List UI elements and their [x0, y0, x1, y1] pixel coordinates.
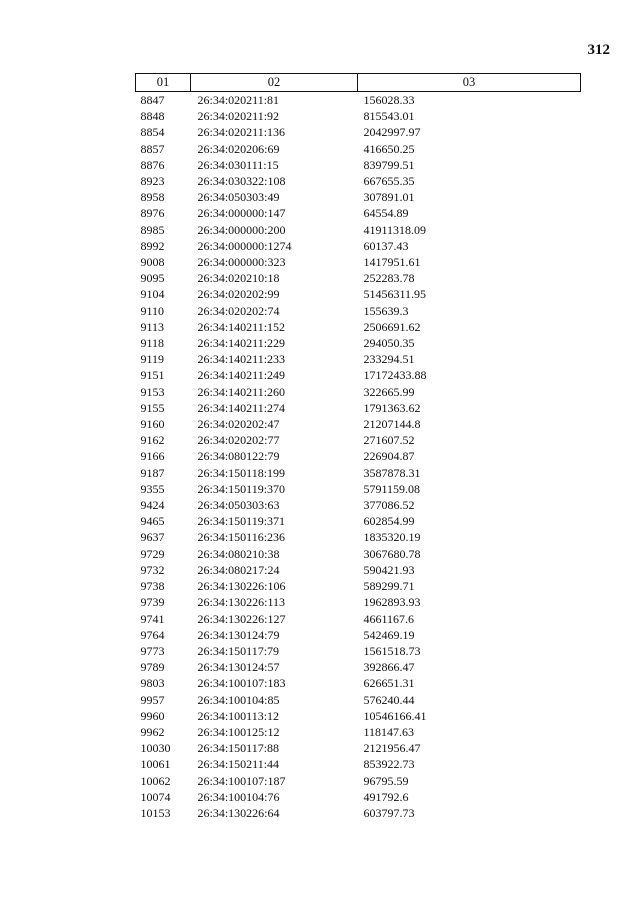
cadastral-number-cell: 26:34:140211:152	[197, 319, 286, 334]
cadastral-number-cell: 26:34:100125:12	[197, 724, 280, 739]
value-cell: 589299.71	[363, 579, 415, 594]
value-cell: 3587878.31	[363, 465, 421, 480]
table-row	[136, 108, 581, 124]
cadastral-number-cell: 26:34:020210:18	[197, 271, 280, 286]
table-row	[136, 157, 581, 173]
table-row	[136, 481, 581, 497]
cadastral-number-cell: 26:34:020202:77	[197, 433, 280, 448]
row-id-cell: 9729	[140, 546, 165, 561]
table-row	[136, 286, 581, 302]
cadastral-number-cell: 26:34:020211:92	[197, 109, 280, 124]
value-cell: 815543.01	[363, 109, 415, 124]
cadastral-number-cell: 26:34:030111:15	[197, 157, 279, 172]
cadastral-number-cell: 26:34:150118:199	[197, 465, 286, 480]
row-id-cell: 9803	[140, 676, 165, 691]
row-id-cell: 9095	[140, 271, 165, 286]
row-id-cell: 10153	[140, 805, 171, 820]
row-id-cell: 9764	[140, 627, 165, 642]
cadastral-number-cell: 26:34:020206:69	[197, 141, 280, 156]
cadastral-number-cell: 26:34:020202:47	[197, 417, 280, 432]
cadastral-number-cell: 26:34:000000:147	[197, 206, 286, 221]
table-row	[136, 578, 581, 594]
cadastral-number-cell: 26:34:100107:183	[197, 676, 286, 691]
cadastral-number-cell: 26:34:150117:88	[197, 741, 280, 756]
table-row	[136, 303, 581, 319]
row-id-cell: 9008	[140, 255, 165, 270]
value-cell: 491792.6	[363, 789, 409, 804]
value-cell: 542469.19	[363, 627, 415, 642]
table-row	[136, 789, 581, 805]
row-id-cell: 9738	[140, 579, 165, 594]
row-id-cell: 9153	[140, 384, 165, 399]
row-id-cell: 9789	[140, 660, 165, 675]
table-row	[136, 611, 581, 627]
value-cell: 294050.35	[363, 336, 415, 351]
value-cell: 3067680.78	[363, 546, 421, 561]
value-cell: 252283.78	[363, 271, 415, 286]
table-row	[136, 465, 581, 481]
cadastral-number-cell: 26:34:080122:79	[197, 449, 280, 464]
cadastral-number-cell: 26:34:100104:85	[197, 692, 280, 707]
cadastral-number-cell: 26:34:130226:106	[197, 579, 286, 594]
row-id-cell: 8857	[140, 141, 165, 156]
row-id-cell: 8923	[140, 174, 165, 189]
cadastral-number-cell: 26:34:030322:108	[197, 174, 286, 189]
row-id-cell: 9162	[140, 433, 165, 448]
row-id-cell: 9957	[140, 692, 165, 707]
table-row	[136, 141, 581, 157]
value-cell: 377086.52	[363, 498, 415, 513]
page-number: 312	[587, 42, 610, 58]
table-row	[136, 643, 581, 659]
cadastral-number-cell: 26:34:020211:81	[197, 93, 280, 107]
row-id-cell: 9465	[140, 514, 165, 529]
value-cell: 839799.51	[363, 157, 415, 172]
table-row	[136, 562, 581, 578]
value-cell: 156028.33	[363, 93, 415, 107]
row-id-cell: 8985	[140, 222, 165, 237]
cadastral-number-cell: 26:34:080210:38	[197, 546, 280, 561]
table-row	[136, 675, 581, 691]
row-id-cell: 9960	[140, 708, 165, 723]
row-id-cell: 9739	[140, 595, 165, 610]
table-row	[136, 546, 581, 562]
value-cell: 1561518.73	[363, 643, 421, 658]
cadastral-number-cell: 26:34:050303:49	[197, 190, 280, 205]
row-id-cell: 8976	[140, 206, 165, 221]
value-cell: 17172433.88	[363, 368, 427, 383]
table-row	[136, 92, 581, 109]
cadastral-number-cell: 26:34:130124:79	[197, 627, 280, 642]
value-cell: 51456311.95	[363, 287, 427, 302]
table-row	[136, 513, 581, 529]
value-cell: 233294.51	[363, 352, 415, 367]
table-row	[136, 692, 581, 708]
cadastral-number-cell: 26:34:080217:24	[197, 562, 280, 577]
value-cell: 576240.44	[363, 692, 415, 707]
row-id-cell: 10062	[140, 773, 171, 788]
cadastral-number-cell: 26:34:150211:44	[197, 757, 280, 772]
value-cell: 1791363.62	[363, 400, 421, 415]
column-header-03: 03	[358, 74, 581, 92]
value-cell: 1962893.93	[363, 595, 421, 610]
table-row	[136, 319, 581, 335]
row-id-cell: 9155	[140, 400, 165, 415]
data-table-container	[135, 73, 580, 821]
table-row	[136, 432, 581, 448]
row-id-cell: 9773	[140, 643, 165, 658]
table-row	[136, 659, 581, 675]
value-cell: 2121956.47	[363, 741, 421, 756]
row-id-cell: 9187	[140, 465, 165, 480]
value-cell: 2042997.97	[363, 125, 421, 140]
cadastral-number-cell: 26:34:000000:1274	[197, 238, 292, 253]
row-id-cell: 9160	[140, 417, 165, 432]
table-row	[136, 594, 581, 610]
cadastral-number-cell: 26:34:150119:370	[197, 481, 286, 496]
table-row	[136, 238, 581, 254]
row-id-cell: 10061	[140, 757, 171, 772]
table-row	[136, 740, 581, 756]
cadastral-number-cell: 26:34:140211:249	[197, 368, 286, 383]
row-id-cell: 9119	[140, 352, 165, 367]
table-row	[136, 416, 581, 432]
value-cell: 41911318.09	[363, 222, 427, 237]
row-id-cell: 9424	[140, 498, 165, 513]
value-cell: 64554.89	[363, 206, 409, 221]
row-id-cell: 8854	[140, 125, 165, 140]
value-cell: 155639.3	[363, 303, 409, 318]
table-row	[136, 222, 581, 238]
cadastral-number-cell: 26:34:000000:323	[197, 255, 286, 270]
cadastral-number-cell: 26:34:020211:136	[197, 125, 286, 140]
table-row	[136, 805, 581, 821]
data-table	[135, 73, 581, 821]
cadastral-number-cell: 26:34:020202:74	[197, 303, 280, 318]
row-id-cell: 8958	[140, 190, 165, 205]
cadastral-number-cell: 26:34:150116:236	[197, 530, 286, 545]
value-cell: 602854.99	[363, 514, 415, 529]
row-id-cell: 9151	[140, 368, 165, 383]
value-cell: 853922.73	[363, 757, 415, 772]
table-row	[136, 254, 581, 270]
cadastral-number-cell: 26:34:130226:64	[197, 805, 280, 820]
value-cell: 392866.47	[363, 660, 415, 675]
column-header-02: 02	[191, 74, 358, 92]
cadastral-number-cell: 26:34:140211:274	[197, 400, 286, 415]
table-row	[136, 270, 581, 286]
table-row	[136, 756, 581, 772]
value-cell: 1417951.61	[363, 255, 421, 270]
row-id-cell: 8876	[140, 157, 165, 172]
table-row	[136, 189, 581, 205]
table-row	[136, 724, 581, 740]
table-row	[136, 448, 581, 464]
table-row	[136, 400, 581, 416]
row-id-cell: 9113	[140, 319, 165, 334]
cadastral-number-cell: 26:34:020202:99	[197, 287, 280, 302]
value-cell: 21207144.8	[363, 417, 421, 432]
row-id-cell: 9166	[140, 449, 165, 464]
table-row	[136, 529, 581, 545]
cadastral-number-cell: 26:34:130124:57	[197, 660, 280, 675]
value-cell: 667655.35	[363, 174, 415, 189]
value-cell: 5791159.08	[363, 481, 421, 496]
row-id-cell: 9962	[140, 724, 165, 739]
value-cell: 271607.52	[363, 433, 415, 448]
row-id-cell: 9110	[140, 303, 165, 318]
value-cell: 590421.93	[363, 562, 415, 577]
cadastral-number-cell: 26:34:050303:63	[197, 498, 280, 513]
value-cell: 10546166.41	[363, 708, 427, 723]
cadastral-number-cell: 26:34:140211:260	[197, 384, 286, 399]
row-id-cell: 9741	[140, 611, 165, 626]
table-row	[136, 497, 581, 513]
column-header-01: 01	[136, 74, 191, 92]
value-cell: 322665.99	[363, 384, 415, 399]
table-body	[136, 92, 581, 822]
cadastral-number-cell: 26:34:150119:371	[197, 514, 286, 529]
table-row	[136, 351, 581, 367]
cadastral-number-cell: 26:34:140211:233	[197, 352, 286, 367]
cadastral-number-cell: 26:34:130226:113	[197, 595, 286, 610]
table-row	[136, 384, 581, 400]
value-cell: 626651.31	[363, 676, 415, 691]
value-cell: 1835320.19	[363, 530, 421, 545]
cadastral-number-cell: 26:34:100107:187	[197, 773, 286, 788]
table-row	[136, 173, 581, 189]
cadastral-number-cell: 26:34:000000:200	[197, 222, 286, 237]
value-cell: 307891.01	[363, 190, 415, 205]
row-id-cell: 9637	[140, 530, 165, 545]
row-id-cell: 9104	[140, 287, 165, 302]
table-row	[136, 367, 581, 383]
value-cell: 2506691.62	[363, 319, 421, 334]
value-cell: 226904.87	[363, 449, 415, 464]
value-cell: 4661167.6	[363, 611, 415, 626]
row-id-cell: 9732	[140, 562, 165, 577]
row-id-cell: 9355	[140, 481, 165, 496]
cadastral-number-cell: 26:34:100104:76	[197, 789, 280, 804]
value-cell: 60137.43	[363, 238, 409, 253]
value-cell: 416650.25	[363, 141, 415, 156]
cadastral-number-cell: 26:34:150117:79	[197, 643, 280, 658]
table-row	[136, 124, 581, 140]
table-row	[136, 773, 581, 789]
row-id-cell: 10030	[140, 741, 171, 756]
table-row	[136, 627, 581, 643]
cadastral-number-cell: 26:34:100113:12	[197, 708, 280, 723]
cadastral-number-cell: 26:34:130226:127	[197, 611, 286, 626]
value-cell: 118147.63	[363, 724, 415, 739]
row-id-cell: 8992	[140, 238, 165, 253]
table-row	[136, 335, 581, 351]
row-id-cell: 10074	[140, 789, 171, 804]
row-id-cell: 8847	[140, 93, 165, 107]
row-id-cell: 9118	[140, 336, 165, 351]
row-id-cell: 8848	[140, 109, 165, 124]
table-row	[136, 205, 581, 221]
cadastral-number-cell: 26:34:140211:229	[197, 336, 286, 351]
table-row	[136, 708, 581, 724]
value-cell: 96795.59	[363, 773, 409, 788]
table-header-row	[136, 74, 581, 92]
value-cell: 603797.73	[363, 805, 415, 820]
